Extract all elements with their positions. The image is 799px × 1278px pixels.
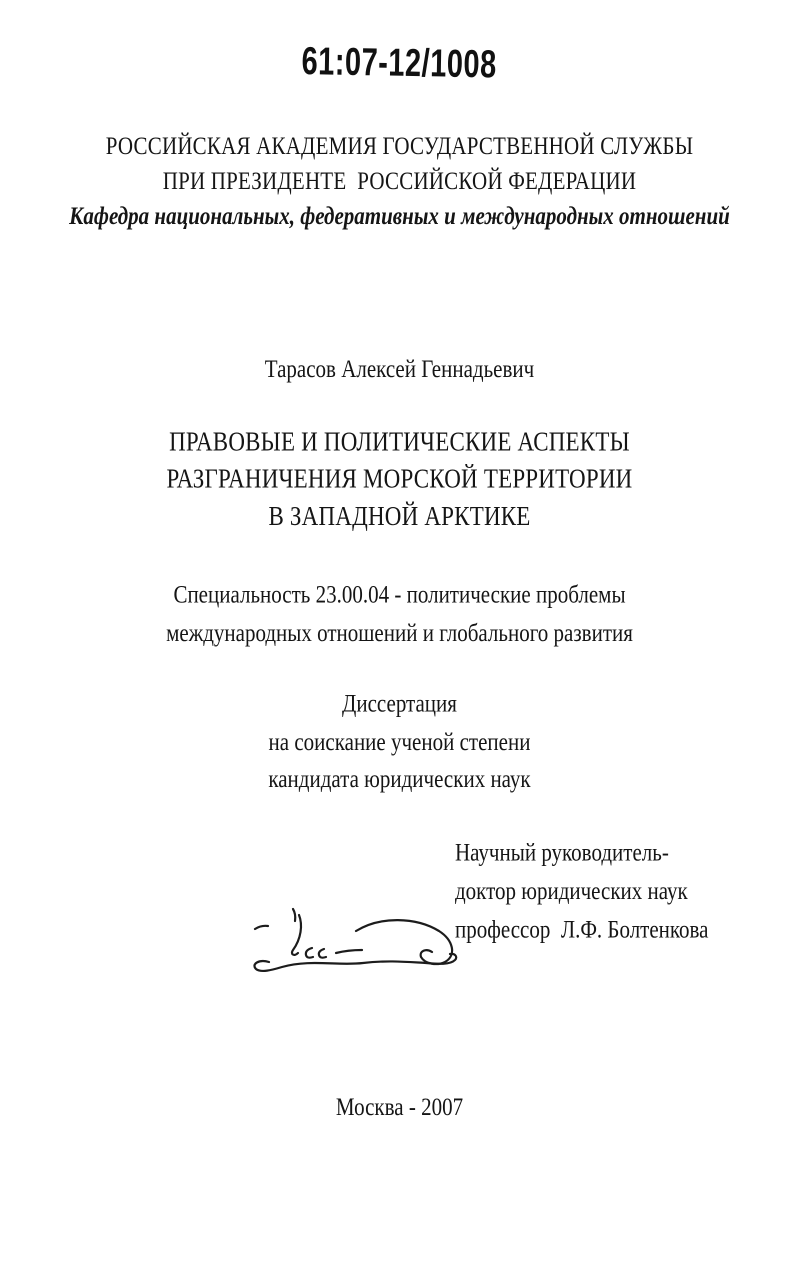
thesis-line2: на соискание ученой степени bbox=[268, 726, 531, 756]
author-name: Тарасов Алексей Геннадьевич bbox=[264, 354, 535, 384]
department-name: Кафедра национальных, федеративных и международных отношений bbox=[69, 201, 730, 231]
supervisor-degree: доктор юридических наук bbox=[455, 876, 688, 905]
thesis-line3: кандидата юридических наук bbox=[268, 764, 531, 794]
title-line2: РАЗГРАНИЧЕНИЯ МОРСКОЙ ТЕРРИТОРИИ bbox=[166, 463, 633, 494]
specialty-line2: международных отношений и глобального развития bbox=[166, 617, 633, 647]
supervisor-signature-handwriting bbox=[248, 906, 463, 984]
title-line1: ПРАВОВЫЕ И ПОЛИТИЧЕСКИЕ АСПЕКТЫ bbox=[169, 426, 630, 457]
specialty-line1: Специальность 23.00.04 - политические проблемы bbox=[173, 579, 626, 609]
catalog-stamp-number: 61:07-12/1008 bbox=[301, 40, 498, 87]
thesis-degree-statement bbox=[0, 685, 799, 799]
supervisor-name: профессор Л.Ф. Болтенкова bbox=[455, 914, 709, 944]
supervisor-block bbox=[455, 833, 709, 948]
dissertation-title bbox=[0, 424, 799, 535]
institution-name-line2: ПРИ ПРЕЗИДЕНТЕ РОССИЙСКОЙ ФЕДЕРАЦИИ bbox=[162, 166, 637, 196]
supervisor-role: Научный руководитель- bbox=[455, 837, 669, 867]
institution-name-line1: РОССИЙСКАЯ АКАДЕМИЯ ГОСУДАРСТВЕННОЙ СЛУЖБЫ bbox=[105, 131, 694, 161]
thesis-line1: Диссертация bbox=[342, 688, 457, 718]
title-line3: В ЗАПАДНОЙ АРКТИКЕ bbox=[268, 500, 531, 531]
city-year: Москва - 2007 bbox=[335, 1092, 464, 1122]
specialty-statement bbox=[0, 576, 799, 652]
institution-header bbox=[0, 129, 799, 200]
